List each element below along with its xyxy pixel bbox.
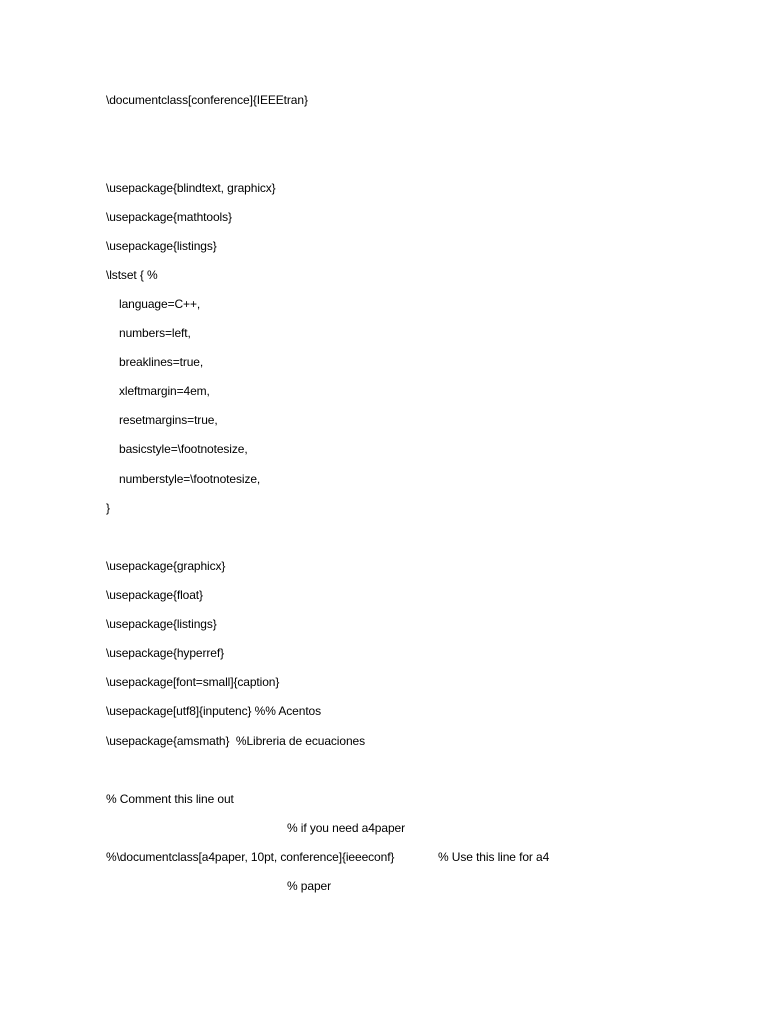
- code-line-usepackage-listings-2: \usepackage{listings}: [106, 617, 217, 631]
- code-line-usepackage-hyperref: \usepackage{hyperref}: [106, 646, 224, 660]
- code-line-close-brace: }: [106, 501, 110, 515]
- code-line-comment-this-line: % Comment this line out: [106, 792, 234, 806]
- code-line-usepackage-caption: \usepackage[font=small]{caption}: [106, 675, 280, 689]
- code-line-comment-paper: % paper: [287, 879, 331, 893]
- code-line-usepackage-inputenc: \usepackage[utf8]{inputenc} %% Acentos: [106, 704, 322, 718]
- code-line-comment-a4paper: % if you need a4paper: [287, 821, 405, 835]
- code-line-usepackage-mathtools: \usepackage{mathtools}: [106, 210, 232, 224]
- code-line-comment-use-a4: % Use this line for a4: [438, 850, 550, 864]
- code-line-numbers: numbers=left,: [119, 326, 191, 340]
- code-line-usepackage-graphicx: \usepackage{graphicx}: [106, 559, 226, 573]
- code-line-usepackage-float: \usepackage{float}: [106, 588, 203, 602]
- code-line-breaklines: breaklines=true,: [119, 355, 204, 369]
- code-line-usepackage-listings: \usepackage{listings}: [106, 239, 217, 253]
- code-line-xleftmargin: xleftmargin=4em,: [119, 384, 210, 398]
- code-line-documentclass: \documentclass[conference]{IEEEtran}: [106, 93, 308, 107]
- code-line-lstset: \lstset { %: [106, 268, 158, 282]
- code-line-usepackage-amsmath: \usepackage{amsmath} %Libreria de ecuaciones: [106, 734, 365, 748]
- code-line-numberstyle: numberstyle=\footnotesize,: [119, 472, 261, 486]
- code-line-basicstyle: basicstyle=\footnotesize,: [119, 442, 248, 456]
- code-line-language: language=C++,: [119, 297, 201, 311]
- code-line-resetmargins: resetmargins=true,: [119, 413, 218, 427]
- code-line-usepackage-blindtext: \usepackage{blindtext, graphicx}: [106, 181, 276, 195]
- code-line-commented-documentclass: %\documentclass[a4paper, 10pt, conference]{ieeeconf}: [106, 850, 395, 864]
